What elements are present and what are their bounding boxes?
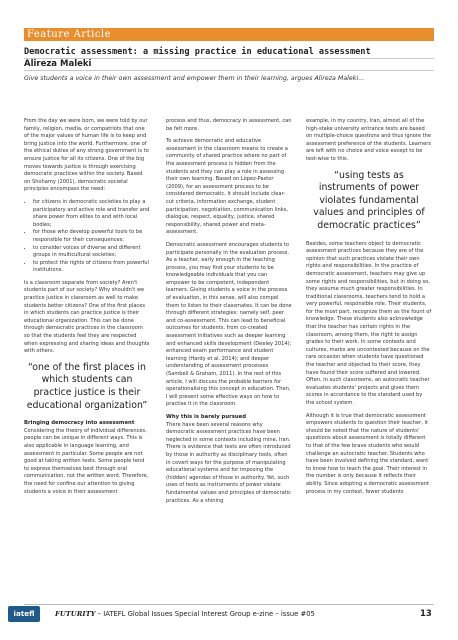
paragraph: From the day we were born, we were told by our family, religion, media, or compatriots that one of the major values of human life is to keep and bring justice into the world. Furthermore, one of the ethical duties of any strong government is to ensure justice for all its citizens. One of the big moves towards justice is through exercising democratic practices within the society. Based on Shohamy (2001), democratic societal principles encompass the need:: [24, 118, 149, 193]
logo-text: iatefl: [13, 609, 35, 618]
principles-list: [24, 199, 150, 275]
list-item: • for citizens in democratic societies to play a participatory and active role and transfer and share power from elites to and with local bodies;: [33, 199, 150, 229]
column-3: [306, 118, 432, 501]
paragraph: Democratic assessment encourages students to participate personally in the evaluation process. As a teacher, early enough in the teaching process, you may find your students to be knowledgeable individuals that you can empower to be competent, independent learners. Giving students a voice in the process of evaluation, in this sense, will also compel them to listen to their classmates. It can be done through different strategies: namely self, peer and co-assessment. This can lead to beneficial outcomes for students, from co-created assessment initiatives such as deeper learning and enhanced skills development (Deeley 2014); enhanced exam performance and student learning (Hardy et al. 2014); and deeper understanding of assessment processes (Sambell & Graham, 2011). In the rest of this article, I will discuss the probable barriers for operationalising this concept in education. Then, I will present some effective ways on how to practise it in the classroom.: [166, 241, 292, 408]
section-banner-label: Feature Article: [27, 29, 112, 40]
paragraph: Besides, some teachers object to democratic assessment practices because they are of the opinion that such practices violate their own rights and responsibilities. In the practice of democratic assessment, teachers may give up some rights and responsibilities, but in doing so, they assume much greater responsibilities. In traditional classrooms, teachers tend to hold a very powerful, responsible role. Their students, for the most part, recognize them as the fount of knowledge. These students also acknowledge that the teacher has certain rights in the classroom, among them, the right to assign grades to their work. In some contexts and cultures, marks are uncontested because on the rare occasion when students have questioned the teacher and objected to their score, they have found their score suffered and lowered. Often, in such classrooms, an autocratic teacher evaluates students' projects and gives them scores in accordance to the standard used by the school system.: [306, 240, 432, 406]
footer-divider: [24, 604, 434, 605]
list-item: • to consider voices of diverse and different groups in multicultural societies;: [33, 245, 150, 260]
pull-quote: “using tests as instruments of power violates fundamental values and principles of democratic practices”: [313, 169, 425, 231]
paragraph: Is a classroom separate from society? Aren't students part of our society? Why shouldn't we practice justice in classroom as well to make students better citizens? One of the first places in which students can practice justice is their educational organization. This can be done through democratic practices in the classroom so that the students feel they are respected when expressing and sharing ideas and thoughts with others.: [24, 279, 150, 355]
footer-issue: – IATEFL Global Issues Special Interest Group e-zine – issue #05: [95, 610, 315, 618]
standfirst: Give students a voice in their own assessment and empower them in their learning, argues Alireza Maleki...: [24, 75, 365, 82]
iatefl-logo: [8, 606, 40, 622]
column-1: [24, 118, 150, 501]
paragraph: Considering the theory of individual differences, people can be unique in different ways. This is also applicable in language learning, and assessment in particular. Some people are not good at taking written tests. Some people tend to express themselves best through oral communication, not the written word. Therefore, the need for confine our attention to giving students a voice in their assessment: [24, 427, 149, 495]
section-heading: Why this is barely pursued: [166, 413, 247, 420]
article-title: Democratic assessment: a missing practice in educational assessment: [24, 47, 371, 57]
paragraph: To achieve democratic and educative assessment in the classroom means to create a community of shared practice where no part of the assessment process is hidden from the students and they can play a role in assessing their own learning. Based on López-Pastor (2009), for an assessment process to be considered democratic, it should include clear-cut criteria, information exchange, student participation, negotiation, communication links, dialogue, respect, equality, justice, shared responsibility, shared power and meta-assessment.: [166, 138, 288, 236]
paragraph: process and thus, democracy in assessment, can be felt more.: [166, 118, 292, 132]
section-heading: Bringing democracy into assessment: [24, 420, 135, 427]
footer-brand: FUTURITY: [55, 610, 96, 618]
author-name: Alireza Maleki: [24, 59, 92, 69]
pull-quote: “one of the first places in which students can practice justice is their educational organization”: [26, 361, 148, 411]
list-item: • for those who develop powerful tools to be responsible for their consequences;: [33, 229, 150, 244]
paragraph: Although it is true that democratic assessment empowers students to question their teacher, it should be noted that the nature of students' questions about assessment is totally different to that of the few brave students who would challenge an autocratic teacher. Students who have been involved defining the standard, want to know how to reach the goal. Their interest in the number is only because it reflects their ability. Since adopting a democratic assessment process in my context, fewer students: [306, 412, 429, 495]
list-item: • to protect the rights of citizens from powerful institutions.: [33, 260, 150, 275]
column-2: [166, 118, 292, 510]
paragraph: example, in my country, Iran, almost all of the high-stake university entrance tests are based on multiple-choice questions and thus ignore the assessment preference of the students. Learners are left with no choice and voice except to be test-wise to this.: [306, 118, 432, 162]
paragraph: There have been several reasons why democratic assessment practices have been neglected in some contexts including mine, Iran. There is evidence that tests are often introduced by those in authority as disciplinary tools, often in covert ways for the purpose of manipulating educational systems and for imposing the (hidden) agendas of those in authority. Yet, such uses of tests as instruments of power violate fundamental values and principles of democratic practices. As a shining: [166, 421, 291, 504]
section-banner: [24, 28, 434, 41]
footer-publication: [55, 610, 315, 619]
page-number: 13: [420, 609, 432, 619]
author-divider: [24, 70, 434, 71]
